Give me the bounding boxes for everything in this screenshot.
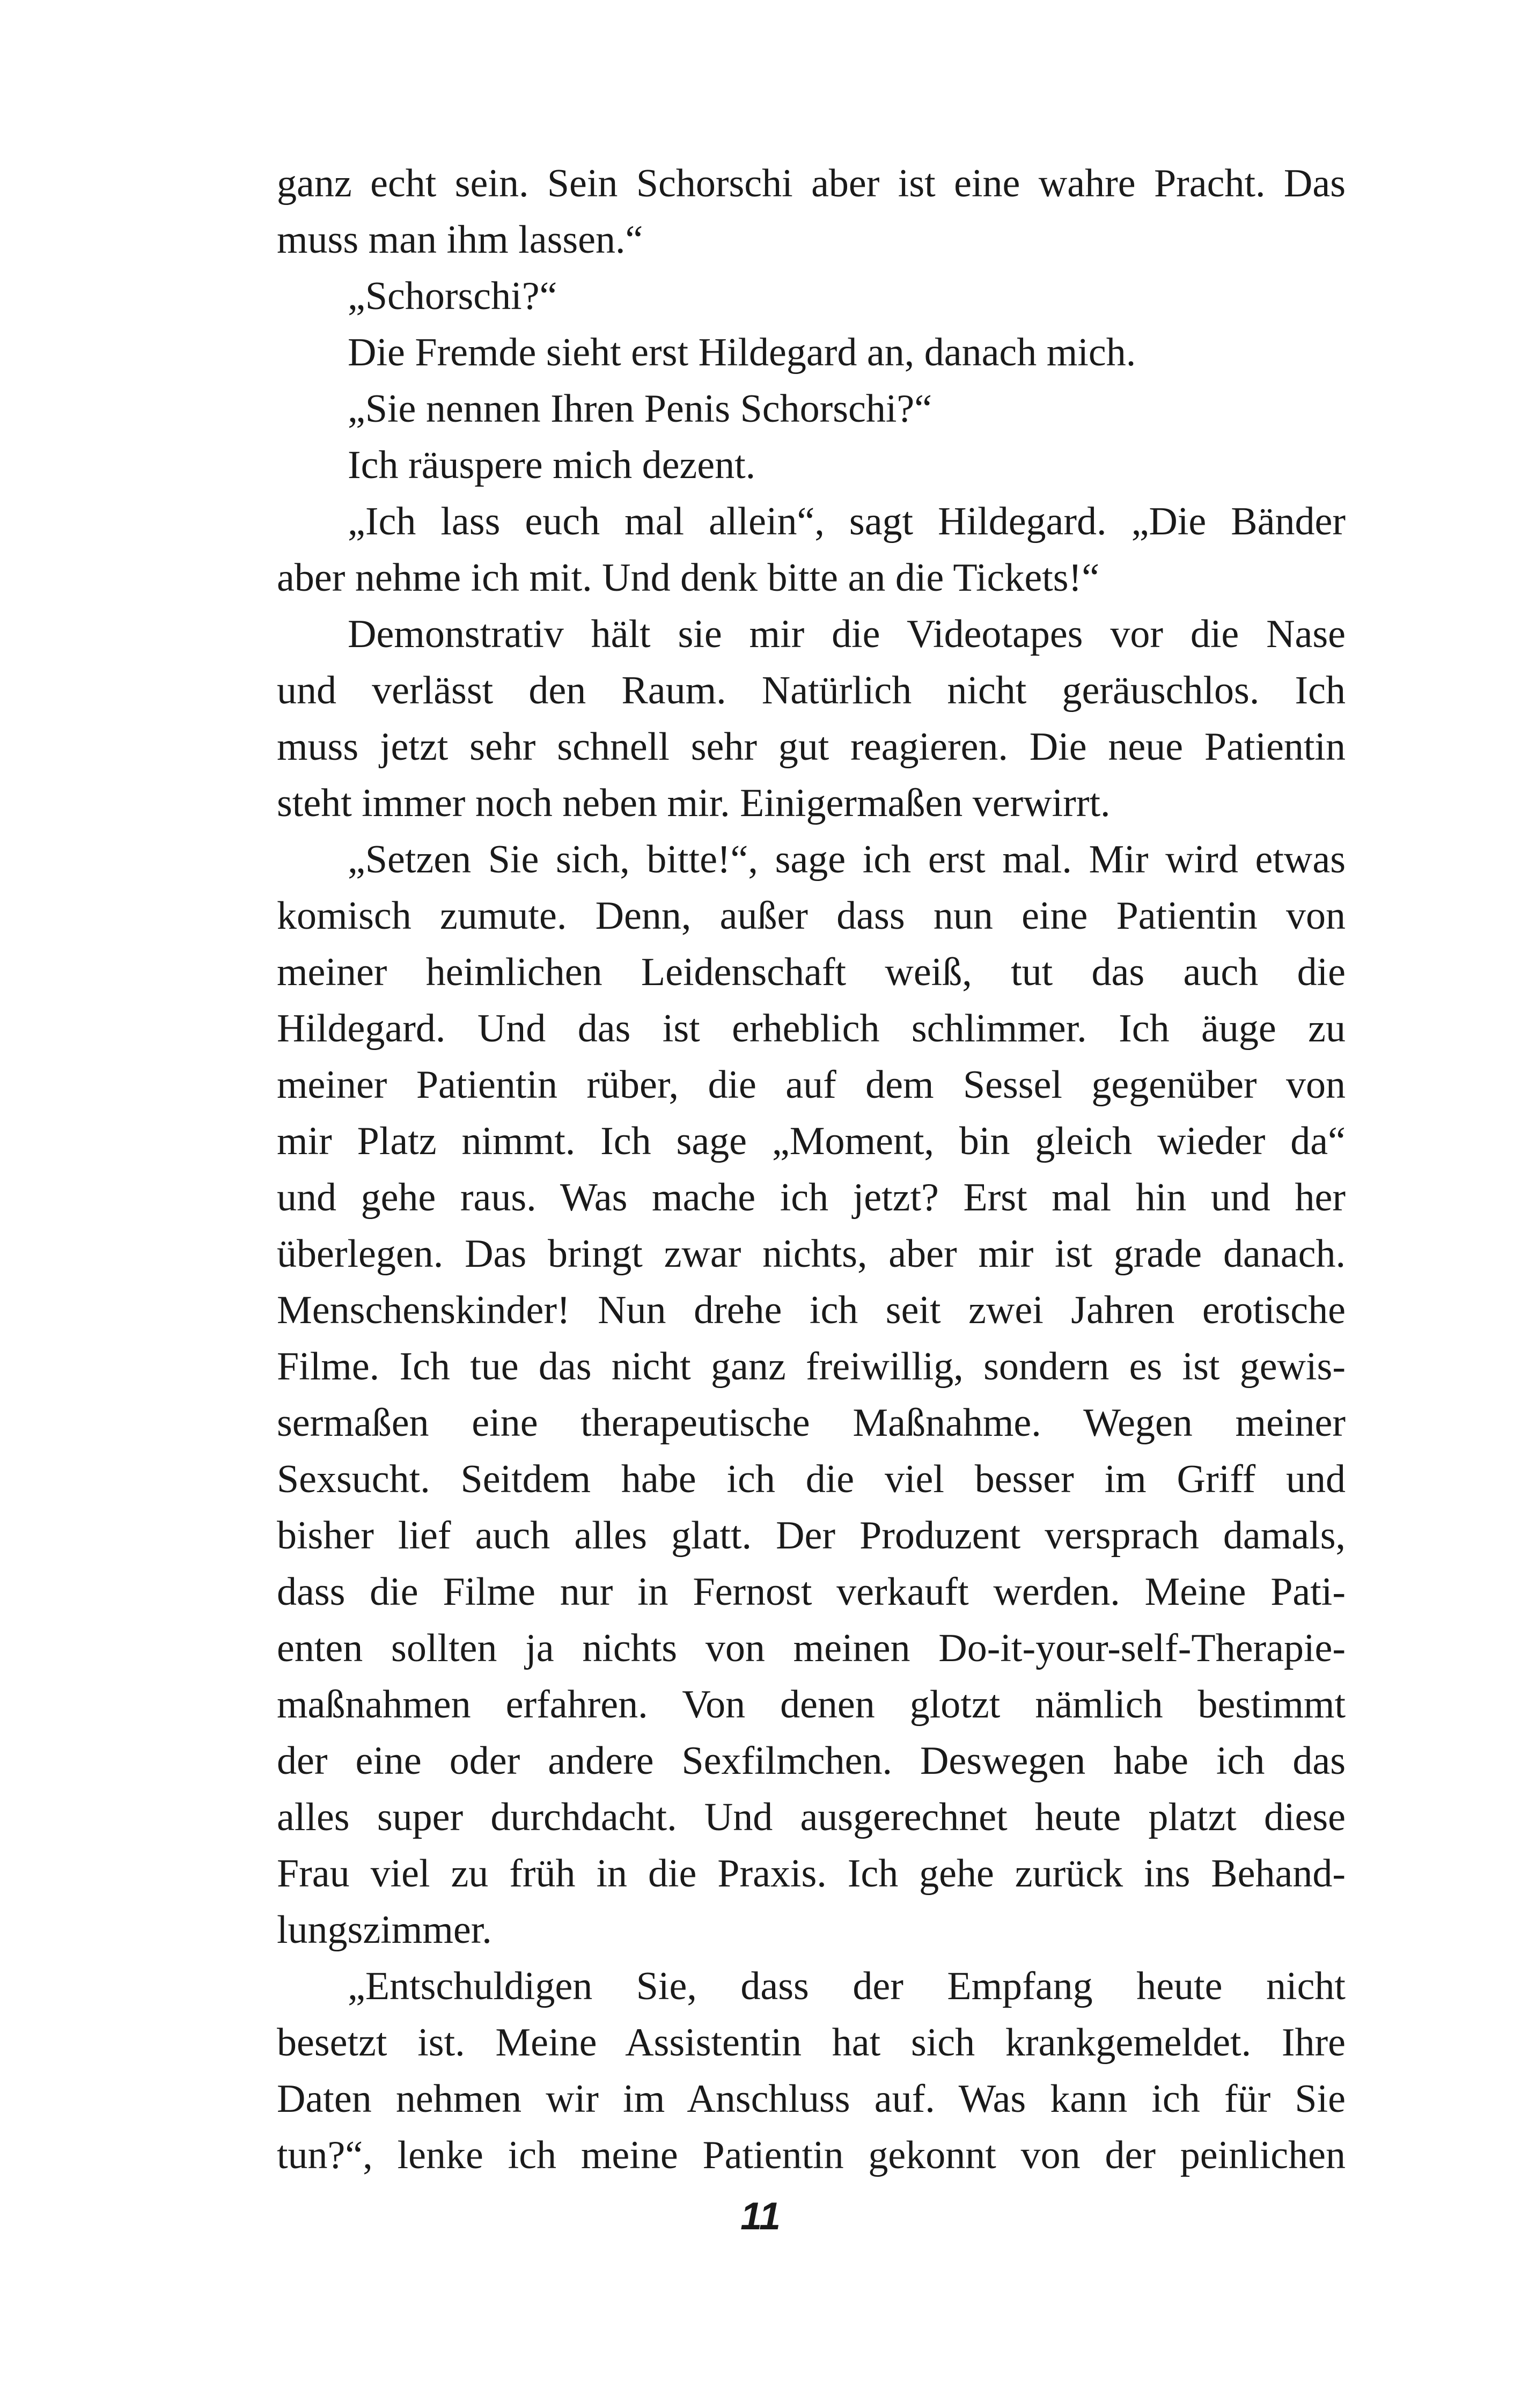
- text-line: überlegen. Das bringt zwar nichts, aber mir ist grade danach.: [277, 1232, 1346, 1276]
- text-line: maßnahmen erfahren. Von denen glotzt nämlich bestimmt: [277, 1683, 1346, 1727]
- text-line: „Setzen Sie sich, bitte!“, sage ich erst mal. Mir wird etwas: [348, 838, 1346, 882]
- text-line: meiner Patientin rüber, die auf dem Sessel gegenüber von: [277, 1063, 1346, 1107]
- text-line: bisher lief auch alles glatt. Der Produzent versprach damals,: [277, 1514, 1346, 1558]
- text-line: Menschenskinder! Nun drehe ich seit zwei Jahren erotische: [277, 1288, 1346, 1332]
- text-line: „Schorschi?“: [348, 274, 557, 318]
- text-line: „Sie nennen Ihren Penis Schorschi?“: [348, 387, 932, 431]
- text-line: muss man ihm lassen.“: [277, 218, 643, 262]
- text-line: „Ich lass euch mal allein“, sagt Hildegard. „Die Bänder: [348, 500, 1346, 544]
- text-line: sermaßen eine therapeutische Maßnahme. Wegen meiner: [277, 1401, 1346, 1445]
- page-number: 11: [740, 2195, 781, 2238]
- body-text: [277, 156, 1346, 2184]
- text-line: Daten nehmen wir im Anschluss auf. Was kann ich für Sie: [277, 2077, 1346, 2121]
- text-line: Filme. Ich tue das nicht ganz freiwillig, sondern es ist gewis-: [277, 1345, 1346, 1389]
- text-line: tun?“, lenke ich meine Patientin gekonnt von der peinlichen: [277, 2133, 1346, 2177]
- text-line: mir Platz nimmt. Ich sage „Moment, bin gleich wieder da“: [277, 1119, 1346, 1163]
- text-line: Hildegard. Und das ist erheblich schlimmer. Ich äuge zu: [277, 1007, 1346, 1051]
- text-line: steht immer noch neben mir. Einigermaßen verwirrt.: [277, 781, 1111, 825]
- text-line: meiner heimlichen Leidenschaft weiß, tut das auch die: [277, 950, 1346, 994]
- text-line: und verlässt den Raum. Natürlich nicht geräuschlos. Ich: [277, 669, 1346, 713]
- text-line: ganz echt sein. Sein Schorschi aber ist eine wahre Pracht. Das: [277, 161, 1346, 205]
- text-line: enten sollten ja nichts von meinen Do-it-your-self-Therapie-: [277, 1626, 1346, 1670]
- text-line: besetzt ist. Meine Assistentin hat sich krankgemeldet. Ihre: [277, 2021, 1346, 2065]
- text-line: „Entschuldigen Sie, dass der Empfang heute nicht: [348, 1964, 1346, 2008]
- text-line: Demonstrativ hält sie mir die Videotapes vor die Nase: [348, 612, 1346, 656]
- text-line: aber nehme ich mit. Und denk bitte an die Tickets!“: [277, 556, 1100, 600]
- text-line: Ich räuspere mich dezent.: [348, 443, 756, 487]
- text-line: lungszimmer.: [277, 1908, 492, 1952]
- text-line: Sexsucht. Seitdem habe ich die viel besser im Griff und: [277, 1457, 1346, 1501]
- text-line: Die Fremde sieht erst Hildegard an, danach mich.: [348, 331, 1136, 375]
- text-line: der eine oder andere Sexfilmchen. Deswegen habe ich das: [277, 1739, 1346, 1783]
- text-line: alles super durchdacht. Und ausgerechnet heute platzt diese: [277, 1795, 1346, 1839]
- text-line: komisch zumute. Denn, außer dass nun eine Patientin von: [277, 894, 1346, 938]
- text-line: Frau viel zu früh in die Praxis. Ich gehe zurück ins Behand-: [277, 1852, 1346, 1896]
- text-line: muss jetzt sehr schnell sehr gut reagieren. Die neue Patientin: [277, 725, 1346, 769]
- text-line: und gehe raus. Was mache ich jetzt? Erst mal hin und her: [277, 1176, 1346, 1220]
- text-line: dass die Filme nur in Fernost verkauft werden. Meine Pati-: [277, 1570, 1346, 1614]
